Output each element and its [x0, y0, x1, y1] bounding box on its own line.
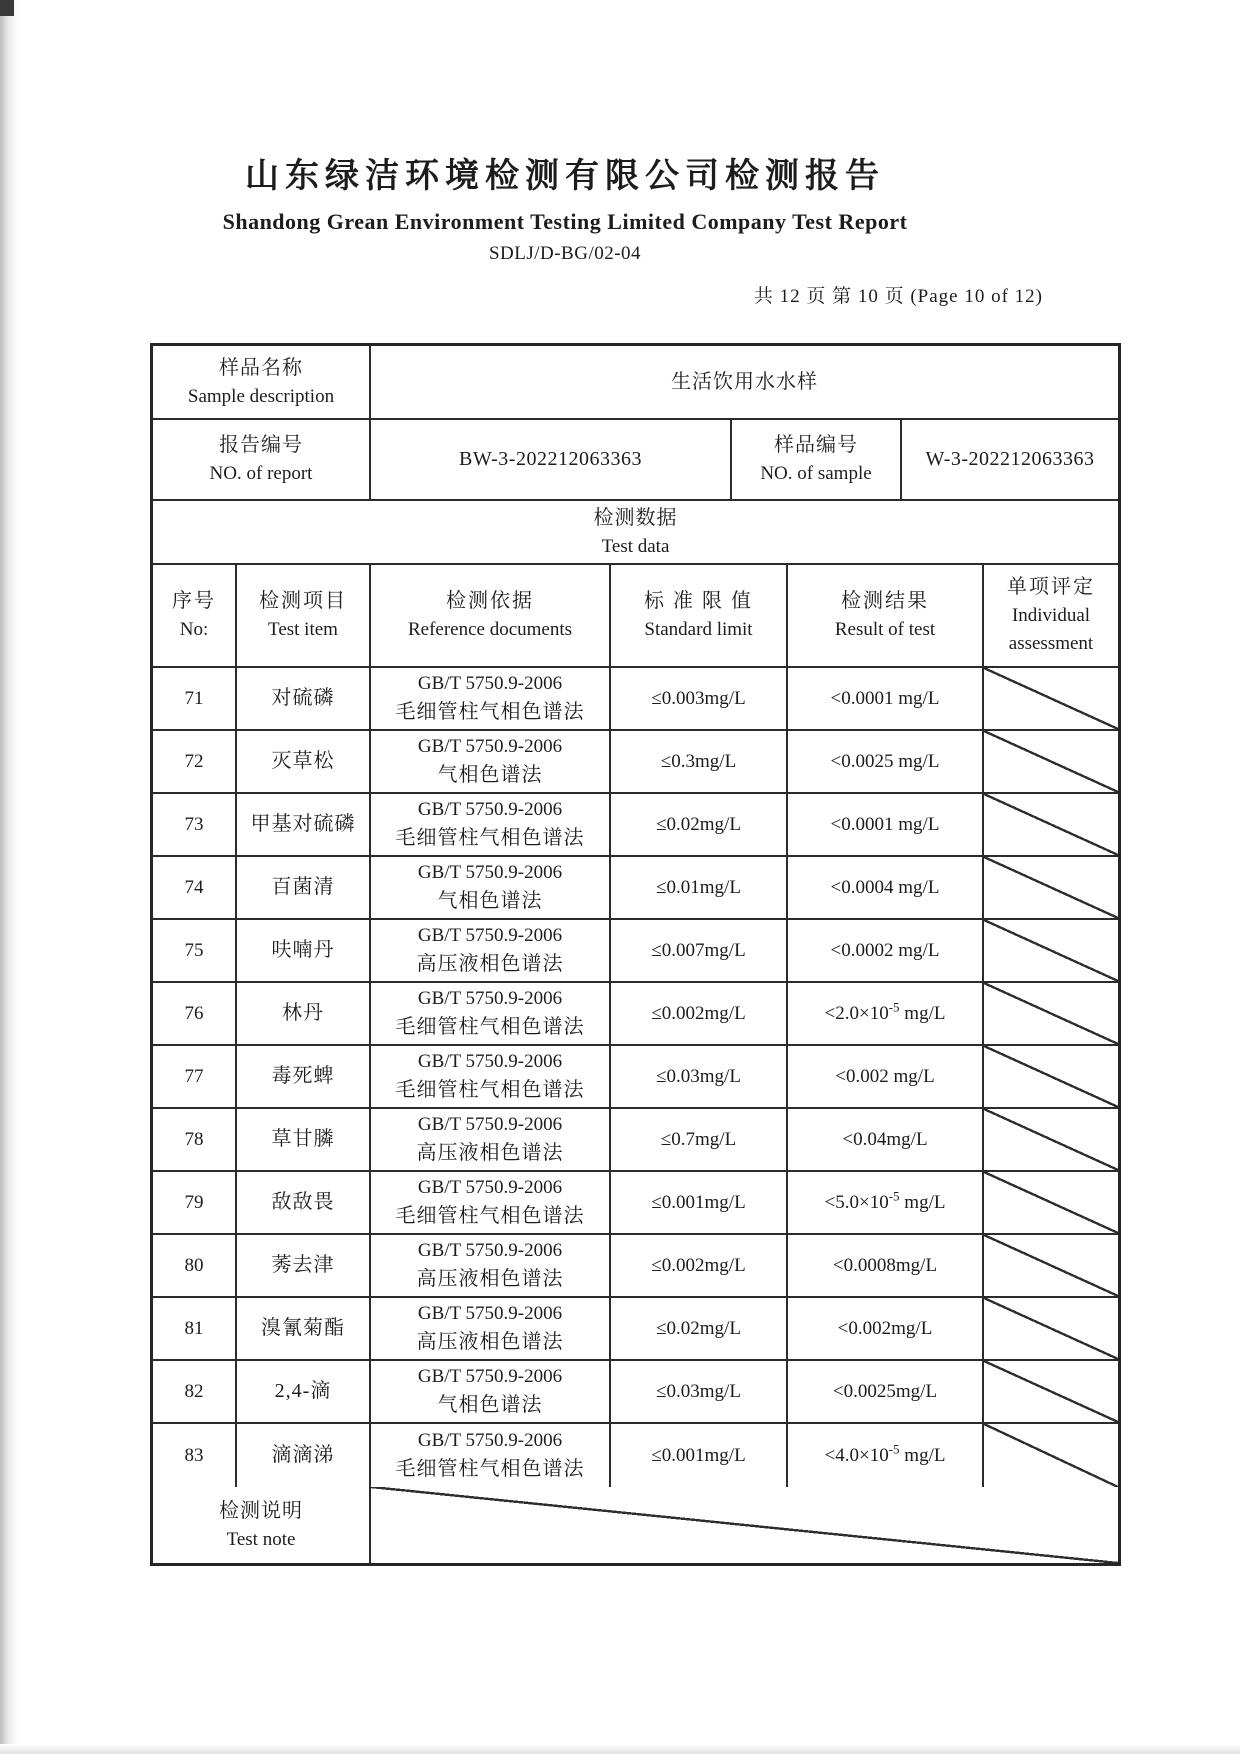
sample-number-label-en: NO. of sample: [760, 463, 872, 485]
row-standard-limit: ≤0.001mg/L: [611, 1424, 788, 1487]
row-reference-documents: [371, 1361, 611, 1422]
table-row: [153, 1235, 1118, 1298]
row-no: 72: [153, 731, 237, 792]
row-reference-documents: [371, 1046, 611, 1107]
row-no: 73: [153, 794, 237, 855]
row-standard-limit: ≤0.02mg/L: [611, 794, 788, 855]
row-reference-method: 高压液相色谱法: [416, 1330, 564, 1353]
row-assessment: [984, 1109, 1118, 1170]
sample-description-label: [153, 346, 371, 418]
test-data-section-row: [153, 501, 1118, 565]
col-result-en: Result of test: [834, 619, 936, 641]
row-reference-documents: [371, 1298, 611, 1359]
sample-number-label-zh: 样品编号: [774, 434, 858, 457]
report-number-label-zh: 报告编号: [219, 434, 303, 457]
row-result-value: <0.0004 mg/L: [830, 876, 940, 898]
row-test-item: 溴氰菊酯: [237, 1298, 371, 1359]
row-result: [788, 1046, 984, 1107]
row-no: 78: [153, 1109, 237, 1170]
row-no: 75: [153, 920, 237, 981]
col-limit-en: Standard limit: [644, 619, 753, 641]
page-number-info: 共 12 页 第 10 页 (Page 10 of 12): [753, 286, 1043, 307]
row-no: 80: [153, 1235, 237, 1296]
test-note-row: [153, 1487, 1118, 1563]
table-row: [153, 857, 1118, 920]
row-test-item: 百菌清: [237, 857, 371, 918]
row-test-item: 草甘膦: [237, 1109, 371, 1170]
row-standard-limit: ≤0.03mg/L: [611, 1361, 788, 1422]
row-test-item: 对硫磷: [237, 668, 371, 729]
row-result-value: <0.0025mg/L: [832, 1380, 938, 1402]
row-test-item: 灭草松: [237, 731, 371, 792]
row-reference-standard: GB/T 5750.9-2006: [417, 1430, 563, 1452]
report-number-label-en: NO. of report: [209, 463, 313, 485]
row-reference-standard: GB/T 5750.9-2006: [417, 1177, 563, 1199]
row-reference-standard: GB/T 5750.9-2006: [417, 862, 563, 884]
row-assessment: [984, 1298, 1118, 1359]
table-body: [153, 668, 1118, 1487]
test-data-section-title: [153, 501, 1118, 563]
row-standard-limit: ≤0.002mg/L: [611, 1235, 788, 1296]
col-limit-zh: 标 准 限 值: [644, 590, 753, 613]
row-reference-method: 气相色谱法: [437, 889, 543, 912]
row-reference-documents: [371, 794, 611, 855]
row-result: [788, 1361, 984, 1422]
table-header-row: [153, 565, 1118, 668]
row-result-value: $<5.0\times 10^{-5}$ mg/L: [824, 1188, 946, 1213]
row-result: [788, 857, 984, 918]
row-result: [788, 920, 984, 981]
scan-corner-mark: [0, 0, 14, 16]
test-report-table: [150, 343, 1121, 1566]
row-reference-documents: [371, 668, 611, 729]
test-note-label-en: Test note: [226, 1528, 296, 1550]
table-row: [153, 794, 1118, 857]
row-assessment: [984, 1172, 1118, 1233]
row-no: 74: [153, 857, 237, 918]
table-row: [153, 920, 1118, 983]
report-number-label: [153, 420, 371, 499]
column-header-result: [788, 565, 984, 666]
row-result-value: <0.002 mg/L: [835, 1065, 935, 1087]
row-reference-standard: GB/T 5750.9-2006: [417, 1303, 563, 1325]
row-reference-standard: GB/T 5750.9-2006: [417, 988, 563, 1010]
col-no-en: No:: [179, 619, 209, 641]
table-row: [153, 731, 1118, 794]
row-reference-standard: GB/T 5750.9-2006: [417, 1366, 563, 1388]
row-reference-documents: [371, 1235, 611, 1296]
row-reference-method: 高压液相色谱法: [416, 1267, 564, 1290]
row-reference-documents: [371, 1109, 611, 1170]
row-reference-standard: GB/T 5750.9-2006: [417, 1114, 563, 1136]
test-note-label-zh: 检测说明: [219, 1499, 303, 1522]
scan-edge-shadow: [0, 0, 22, 1754]
row-result: [788, 1424, 984, 1487]
table-row: [153, 1172, 1118, 1235]
column-header-reference: [371, 565, 611, 666]
row-result: [788, 1298, 984, 1359]
row-assessment: [984, 1046, 1118, 1107]
row-result-value: <0.002mg/L: [837, 1317, 933, 1339]
table-row: [153, 1424, 1118, 1487]
row-result: [788, 983, 984, 1044]
table-row: [153, 1298, 1118, 1361]
row-standard-limit: ≤0.002mg/L: [611, 983, 788, 1044]
col-ref-en: Reference documents: [407, 619, 573, 641]
row-reference-standard: GB/T 5750.9-2006: [417, 736, 563, 758]
sample-description-label-zh: 样品名称: [219, 356, 303, 379]
column-header-no: [153, 565, 237, 666]
row-result: [788, 668, 984, 729]
row-reference-method: 毛细管柱气相色谱法: [395, 1015, 585, 1038]
scan-bottom-shadow: [0, 1744, 1240, 1754]
sample-number-value: W-3-202212063363: [925, 448, 1095, 470]
row-test-item: 甲基对硫磷: [237, 794, 371, 855]
row-result-value: <0.0008mg/L: [832, 1254, 938, 1276]
table-row: [153, 983, 1118, 1046]
row-result-value: <0.0025 mg/L: [830, 750, 940, 772]
report-title-zh: 山东绿洁环境检测有限公司检测报告: [245, 158, 885, 195]
row-no: 71: [153, 668, 237, 729]
row-reference-standard: GB/T 5750.9-2006: [417, 925, 563, 947]
sample-description-value: 生活饮用水水样: [671, 370, 818, 393]
row-reference-standard: GB/T 5750.9-2006: [417, 799, 563, 821]
row-test-item: 毒死蜱: [237, 1046, 371, 1107]
row-reference-documents: [371, 983, 611, 1044]
table-row: [153, 668, 1118, 731]
row-reference-documents: [371, 857, 611, 918]
row-result: [788, 1172, 984, 1233]
report-header: [0, 0, 1130, 265]
row-reference-method: 高压液相色谱法: [416, 1141, 564, 1164]
row-assessment: [984, 1235, 1118, 1296]
row-assessment: [984, 983, 1118, 1044]
row-test-item: 敌敌畏: [237, 1172, 371, 1233]
document-code: SDLJ/D-BG/02-04: [488, 243, 642, 264]
column-header-assessment: [984, 565, 1118, 666]
row-assessment: [984, 794, 1118, 855]
row-reference-method: 高压液相色谱法: [416, 952, 564, 975]
col-result-zh: 检测结果: [841, 590, 929, 613]
row-reference-standard: GB/T 5750.9-2006: [417, 1240, 563, 1262]
row-assessment: [984, 1361, 1118, 1422]
table-row: [153, 1046, 1118, 1109]
row-test-item: 莠去津: [237, 1235, 371, 1296]
row-test-item: 林丹: [237, 983, 371, 1044]
row-assessment: [984, 1424, 1118, 1487]
sample-number-label: [732, 420, 902, 499]
column-header-standard-limit: [611, 565, 788, 666]
row-test-item: 呋喃丹: [237, 920, 371, 981]
row-reference-documents: [371, 731, 611, 792]
row-no: 81: [153, 1298, 237, 1359]
row-reference-method: 毛细管柱气相色谱法: [395, 826, 585, 849]
row-result-value: <0.04mg/L: [842, 1128, 928, 1150]
test-data-title-zh: 检测数据: [593, 506, 678, 529]
row-assessment: [984, 731, 1118, 792]
row-result-value: $<4.0\times 10^{-5}$ mg/L: [824, 1441, 946, 1466]
col-item-en: Test item: [268, 619, 338, 641]
col-assess-zh: 单项评定: [1007, 576, 1095, 599]
row-result-value: <0.0001 mg/L: [830, 687, 940, 709]
test-note-label: [153, 1487, 371, 1563]
row-result-value: $<2.0\times 10^{-5}$ mg/L: [824, 999, 946, 1024]
report-number-row: [153, 420, 1118, 501]
row-reference-standard: GB/T 5750.9-2006: [417, 1051, 563, 1073]
row-assessment: [984, 920, 1118, 981]
row-standard-limit: ≤0.001mg/L: [611, 1172, 788, 1233]
row-standard-limit: ≤0.003mg/L: [611, 668, 788, 729]
row-reference-method: 毛细管柱气相色谱法: [395, 1457, 585, 1480]
row-reference-method: 毛细管柱气相色谱法: [395, 1078, 585, 1101]
table-row: [153, 1109, 1118, 1172]
row-reference-documents: [371, 920, 611, 981]
col-assess-en2: assessment: [1008, 633, 1094, 654]
row-no: 77: [153, 1046, 237, 1107]
test-note-empty-cell: [371, 1487, 1118, 1563]
row-reference-standard: GB/T 5750.9-2006: [417, 673, 563, 695]
column-header-test-item: [237, 565, 371, 666]
row-result: [788, 794, 984, 855]
row-result: [788, 1109, 984, 1170]
row-test-item: 2,4-滴: [237, 1361, 371, 1422]
row-reference-documents: [371, 1424, 611, 1487]
row-result-value: <0.0002 mg/L: [830, 939, 940, 961]
row-standard-limit: ≤0.3mg/L: [611, 731, 788, 792]
row-result: [788, 731, 984, 792]
row-reference-method: 毛细管柱气相色谱法: [395, 1204, 585, 1227]
test-data-title-en: Test data: [601, 535, 670, 557]
row-no: 83: [153, 1424, 237, 1487]
col-no-zh: 序号: [172, 590, 216, 613]
row-test-item: 滴滴涕: [237, 1424, 371, 1487]
row-reference-method: 毛细管柱气相色谱法: [395, 700, 585, 723]
row-result: [788, 1235, 984, 1296]
col-assess-en1: Individual: [1011, 605, 1091, 627]
row-assessment: [984, 668, 1118, 729]
row-reference-method: 气相色谱法: [437, 763, 543, 786]
row-standard-limit: ≤0.007mg/L: [611, 920, 788, 981]
row-reference-method: 气相色谱法: [437, 1393, 543, 1416]
report-number-value: BW-3-202212063363: [371, 420, 732, 499]
col-item-zh: 检测项目: [259, 590, 347, 613]
report-title-en: Shandong Grean Environment Testing Limited Company Test Report: [222, 209, 908, 234]
row-standard-limit: ≤0.02mg/L: [611, 1298, 788, 1359]
row-no: 82: [153, 1361, 237, 1422]
sample-description-label-en: Sample description: [187, 385, 335, 407]
row-result-value: <0.0001 mg/L: [830, 813, 940, 835]
row-reference-documents: [371, 1172, 611, 1233]
row-standard-limit: ≤0.7mg/L: [611, 1109, 788, 1170]
row-no: 79: [153, 1172, 237, 1233]
row-assessment: [984, 857, 1118, 918]
row-standard-limit: ≤0.03mg/L: [611, 1046, 788, 1107]
row-no: 76: [153, 983, 237, 1044]
row-standard-limit: ≤0.01mg/L: [611, 857, 788, 918]
col-ref-zh: 检测依据: [446, 590, 534, 613]
table-row: [153, 1361, 1118, 1424]
sample-description-row: [153, 346, 1118, 420]
